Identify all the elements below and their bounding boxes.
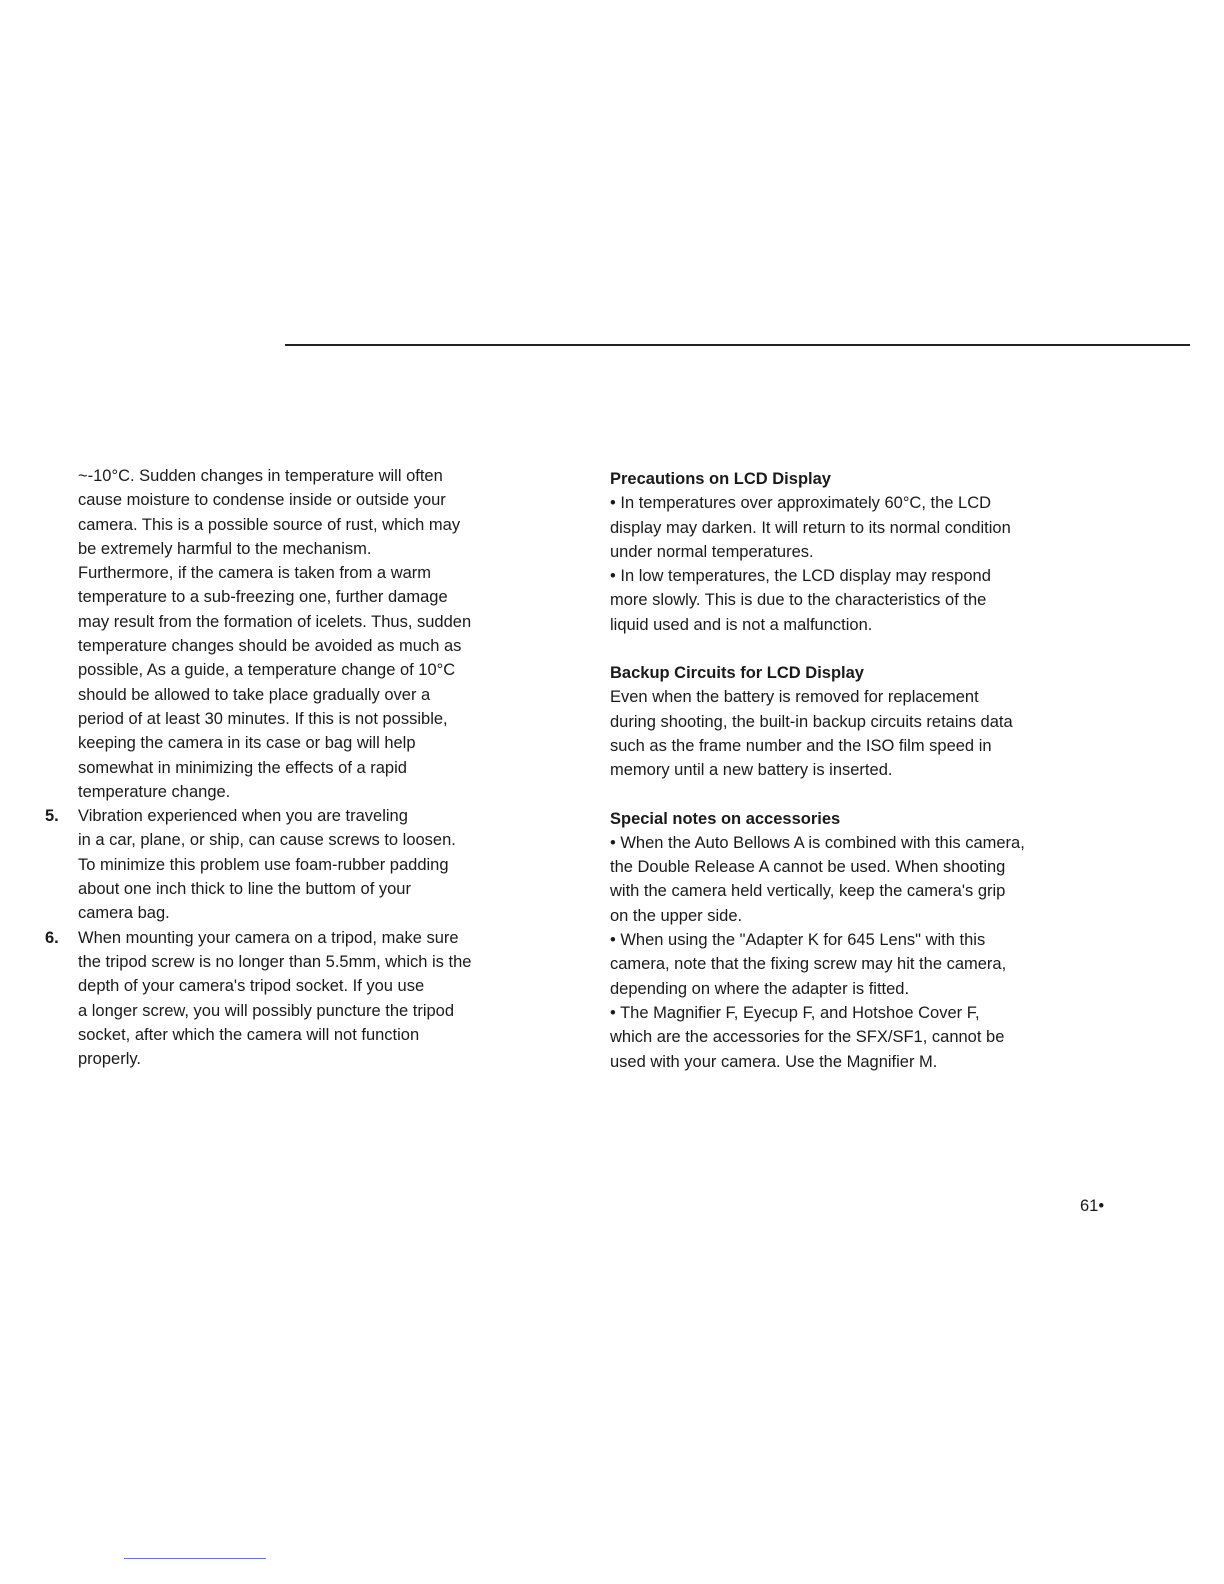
text-line: such as the frame number and the ISO film speed in: [610, 736, 992, 755]
text-line: about one inch thick to line the buttom of your: [78, 880, 411, 899]
numbered-item-5: [45, 804, 568, 925]
right-column: [610, 467, 1130, 1098]
text-line: • In low temperatures, the LCD display may respond: [610, 567, 991, 586]
text-line: with the camera held vertically, keep the camera's grip: [610, 882, 1006, 901]
text-line: possible, As a guide, a temperature change of 10°C: [78, 661, 456, 680]
text-line: • When using the "Adapter K for 645 Lens" with this: [610, 931, 986, 950]
text-line: may result from the formation of icelets. Thus, sudden: [78, 612, 472, 631]
text-line: liquid used and is not a malfunction.: [610, 615, 873, 634]
numbered-item-6: [45, 926, 568, 1072]
text-line: socket, after which the camera will not function: [78, 1025, 420, 1044]
header-rule: [285, 344, 1190, 346]
item-number: 5.: [45, 807, 59, 826]
text-line: the tripod screw is no longer than 5.5mm, which is the: [78, 952, 472, 971]
text-line: period of at least 30 minutes. If this is not possible,: [78, 709, 448, 728]
text-line: depth of your camera's tripod socket. If you use: [78, 977, 425, 996]
page-number: 61•: [1080, 1197, 1105, 1215]
section-backup-circuits: [610, 661, 1130, 782]
intro-paragraph: [78, 464, 568, 804]
text-line: in a car, plane, or ship, can cause screws to loosen.: [78, 831, 456, 850]
text-line: properly.: [78, 1050, 141, 1069]
text-line: To minimize this problem use foam-rubber padding: [78, 855, 449, 874]
text-line: camera, note that the fixing screw may hit the camera,: [610, 955, 1007, 974]
text-line: Even when the battery is removed for replacement: [610, 688, 979, 707]
text-line: used with your camera. Use the Magnifier M.: [610, 1052, 938, 1071]
text-line: temperature to a sub-freezing one, further damage: [78, 588, 448, 607]
text-line: When mounting your camera on a tripod, make sure: [78, 928, 459, 947]
section-heading: Precautions on LCD Display: [610, 470, 831, 488]
section-heading: Backup Circuits for LCD Display: [610, 664, 864, 683]
text-line: somewhat in minimizing the effects of a rapid: [78, 758, 407, 777]
text-line: • The Magnifier F, Eyecup F, and Hotshoe Cover F,: [610, 1003, 980, 1022]
text-line: cause moisture to condense inside or outside your: [78, 491, 446, 510]
text-line: which are the accessories for the SFX/SF1, cannot be: [610, 1028, 1005, 1047]
text-line: during shooting, the built-in backup circuits retains data: [610, 712, 1013, 731]
section-accessories: [610, 807, 1130, 1074]
section-lcd-precautions: [610, 467, 1130, 637]
text-line: the Double Release A cannot be used. When shooting: [610, 858, 1006, 877]
text-line: • When the Auto Bellows A is combined with this camera,: [610, 833, 1025, 852]
text-line: display may darken. It will return to its normal condition: [610, 518, 1011, 537]
text-line: more slowly. This is due to the characteristics of the: [610, 591, 987, 610]
text-line: depending on where the adapter is fitted.: [610, 979, 910, 998]
section-heading: Special notes on accessories: [610, 809, 841, 828]
text-line: camera. This is a possible source of rust, which may: [78, 515, 461, 534]
text-line: camera bag.: [78, 904, 170, 923]
text-line: Vibration experienced when you are traveling: [78, 807, 408, 826]
text-line: ~-10°C. Sudden changes in temperature will often: [78, 467, 443, 485]
text-line: temperature changes should be avoided as much as: [78, 637, 462, 656]
text-line: Furthermore, if the camera is taken from a warm: [78, 564, 432, 583]
text-line: memory until a new battery is inserted.: [610, 761, 893, 780]
text-line: a longer screw, you will possibly puncture the tripod: [78, 1001, 455, 1020]
text-line: be extremely harmful to the mechanism.: [78, 539, 372, 558]
text-line: under normal temperatures.: [610, 542, 814, 561]
text-line: on the upper side.: [610, 906, 743, 925]
left-column: [45, 464, 568, 1071]
text-line: should be allowed to take place gradually over a: [78, 685, 431, 704]
footer-rule: [124, 1558, 266, 1559]
text-line: • In temperatures over approximately 60°C, the LCD: [610, 494, 992, 513]
text-line: temperature change.: [78, 782, 231, 801]
item-number: 6.: [45, 928, 59, 947]
text-line: keeping the camera in its case or bag will help: [78, 734, 416, 753]
